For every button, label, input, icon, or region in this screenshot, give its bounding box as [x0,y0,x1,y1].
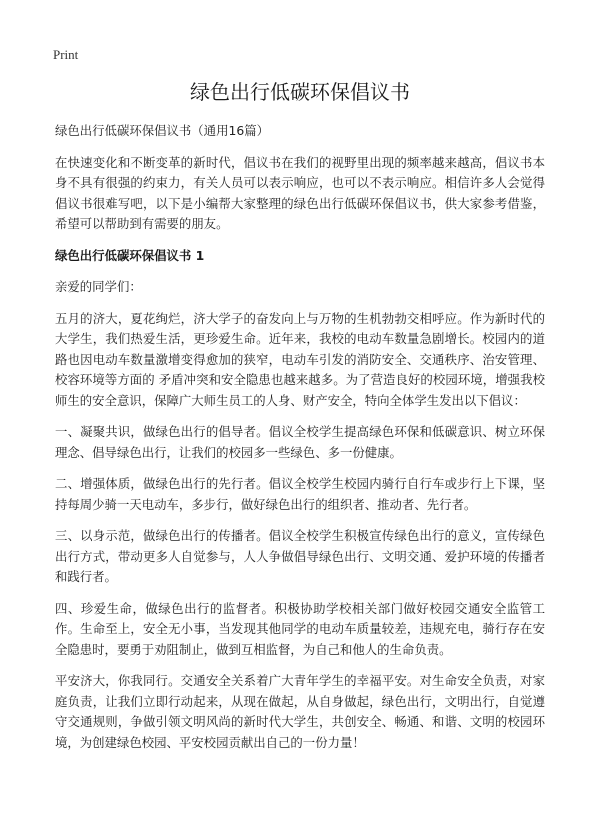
body-paragraph-6: 平安济大，你我同行。交通安全关系着广大青年学生的幸福平安。对生命安全负责，对家庭负责，让我们立即行动起来，从现在做起，从自身做起，绿色出行，文明出行，自觉遵守交通规则，争做引领文明风尚的新时代大学生，共创安全、畅通、和谐、文明的校园环境，为创建绿色校园、平安校园贡献出自己的一份力量！ [55,673,545,750]
document-body [55,121,545,753]
body-paragraph-1: 五月的济大，夏花绚烂，济大学子的奋发向上与万物的生机勃勃交相呼应。作为新时代的大学生，我们热爱生活，更珍爱生命。近年来，我校的电动车数量急剧增长。校园内的道路也因电动车数量激增变得愈加的狭窄，电动车引发的消防安全、交通秩序、治安管理、校容环境等方面的 矛盾冲突和安全隐患也越来越多。为了营造良好的校园环境，增强我校师生的安全意识，保障广大师生员工的人身、财产安全，特向全体学生发出以下倡议： [55,310,545,408]
section-heading: 绿色出行低碳环保倡议书 1 [55,247,205,263]
document-subtitle: 绿色出行低碳环保倡议书（通用16篇） [55,123,270,138]
print-link[interactable]: Print [53,47,79,62]
body-paragraph-5: 四、珍爱生命，做绿色出行的监督者。积极协助学校相关部门做好校园交通安全监管工作。生命至上，安全无小事，当发现其他同学的电动车质量较差，违规充电，骑行存在安全隐患时，要勇于劝阻制止，做到互相监督，为自己和他人的生命负责。 [55,600,545,657]
salutation: 亲爱的同学们： [55,279,142,294]
body-paragraph-2: 一、凝聚共识，做绿色出行的倡导者。倡议全校学生提高绿色环保和低碳意识、树立环保理念、倡导绿色出行，让我们的校园多一些绿色、多一份健康。 [55,424,545,460]
document-title: 绿色出行低碳环保倡议书 [190,80,410,104]
body-paragraph-4: 三、以身示范，做绿色出行的传播者。倡议全校学生积极宣传绿色出行的意义，宣传绿色出行方式，带动更多人自觉参与，人人争做倡导绿色出行、文明交通、爱护环境的传播者和践行者。 [55,528,545,584]
intro-paragraph: 在快速变化和不断变革的新时代，倡议书在我们的视野里出现的频率越来越高，倡议书本身不具有很强的约束力，有关人员可以表示响应，也可以不表示响应。相信许多人会觉得倡议书很难写吧，以下是小编帮大家整理的绿色出行低碳环保倡议书，供大家参考借鉴，希望可以帮助到有需要的朋友。 [55,154,545,231]
body-paragraph-3: 二、增强体质，做绿色出行的先行者。倡议全校学生校园内骑行自行车或步行上下课，坚持每周少骑一天电动车，多步行，做好绿色出行的组织者、推动者、先行者。 [55,476,545,512]
